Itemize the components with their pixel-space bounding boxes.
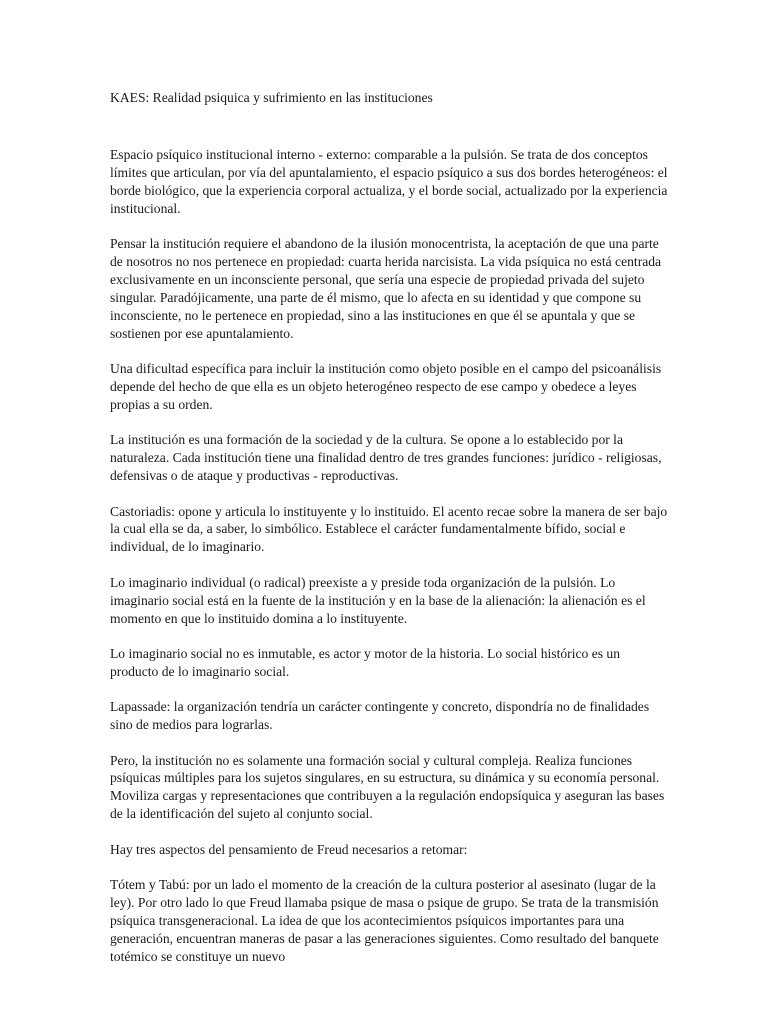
document-title: KAES: Realidad psiquica y sufrimiento en las instituciones — [110, 90, 433, 105]
paragraph-funciones-psiquicas: Pero, la institución no es solamente una formación social y cultural compleja. Realiza funciones psíquicas múltiples para los sujetos singulares, en su estructura, su dinámica y su economía personal. Moviliza cargas y representaciones que contribuyen a la regulación endopsíquica y aseguran las bases de la identificación del sujeto al conjunto social. — [110, 752, 665, 822]
paragraph-lapassade: Lapassade: la organización tendría un carácter contingente y concreto, dispondría no de finalidades sino de medios para lograrlas. — [110, 699, 650, 733]
paragraph-totem-tabu: Tótem y Tabú: por un lado el momento de la creación de la cultura posterior al asesinato (lugar de la ley). Por otro lado lo que Freud llamaba psique de masa o psique de grupo. Se trata de la transmisión psíquica transgeneracional. La idea de que los acontecimientos psíquicos importantes para una generación, encuentran maneras de pasar a las generaciones siguientes. Como resultado del banquete totémico se constituye un nuevo — [110, 877, 659, 964]
paragraph-imaginario-social: Lo imaginario social no es inmutable, es actor y motor de la historia. Lo social histórico es un producto de lo imaginario social. — [110, 645, 621, 679]
paragraph-dificultad-especifica: Una dificultad específica para incluir la institución como objeto posible en el campo del psicoanálisis depende del hecho de que ella es un objeto heterogéneo respecto de ese campo y obedece a leyes propias a su orden. — [110, 361, 662, 412]
paragraph-tres-aspectos: Hay tres aspectos del pensamiento de Freud necesarios a retomar: — [110, 841, 468, 857]
paragraph-formacion-sociedad: La institución es una formación de la sociedad y de la cultura. Se opone a lo establecido por la naturaleza. Cada institución tiene una finalidad dentro de tres grandes funciones: jurídico - religiosas, defensivas o de ataque y productivas - reproductivas. — [110, 432, 662, 484]
paragraph-espacio-psiquico: Espacio psíquico institucional interno - externo: comparable a la pulsión. Se trata de dos conceptos límites que articulan, por vía del apuntalamiento, el espacio psíquico a sus dos bordes heterogéneos: el borde biológico, que la experiencia corporal actualiza, y el borde social, actualizado por la experiencia institucional. — [110, 147, 668, 216]
paragraph-castoriadis: Castoriadis: opone y articula lo instituyente y lo instituido. El acento recae sobre la manera de ser bajo la cual ella se da, a saber, lo simbólico. Establece el carácter fundamentalmente bífido, social e individual, de lo imaginario. — [110, 503, 668, 555]
paragraph-pensar-institucion: Pensar la institución requiere el abandono de la ilusión monocentrista, la aceptación de que una parte de nosotros no nos pertenece en propiedad: cuarta herida narcisista. La vida psíquica no está centrada exclusivamente en un inconsciente personal, que sería una especie de propiedad privada del sujeto singular. Paradójicamente, una parte de él mismo, que lo afecta en su identidad y que compone su inconsciente, no le pertenece en propiedad, sino a las instituciones en que él se apuntala y que se sostienen por ese apuntalamiento. — [110, 236, 662, 341]
paragraph-imaginario-individual: Lo imaginario individual (o radical) preexiste a y preside toda organización de la pulsión. Lo imaginario social está en la fuente de la institución y en la base de la alienación: la alienación es el momento en que lo instituido domina a lo instituyente. — [110, 574, 646, 626]
